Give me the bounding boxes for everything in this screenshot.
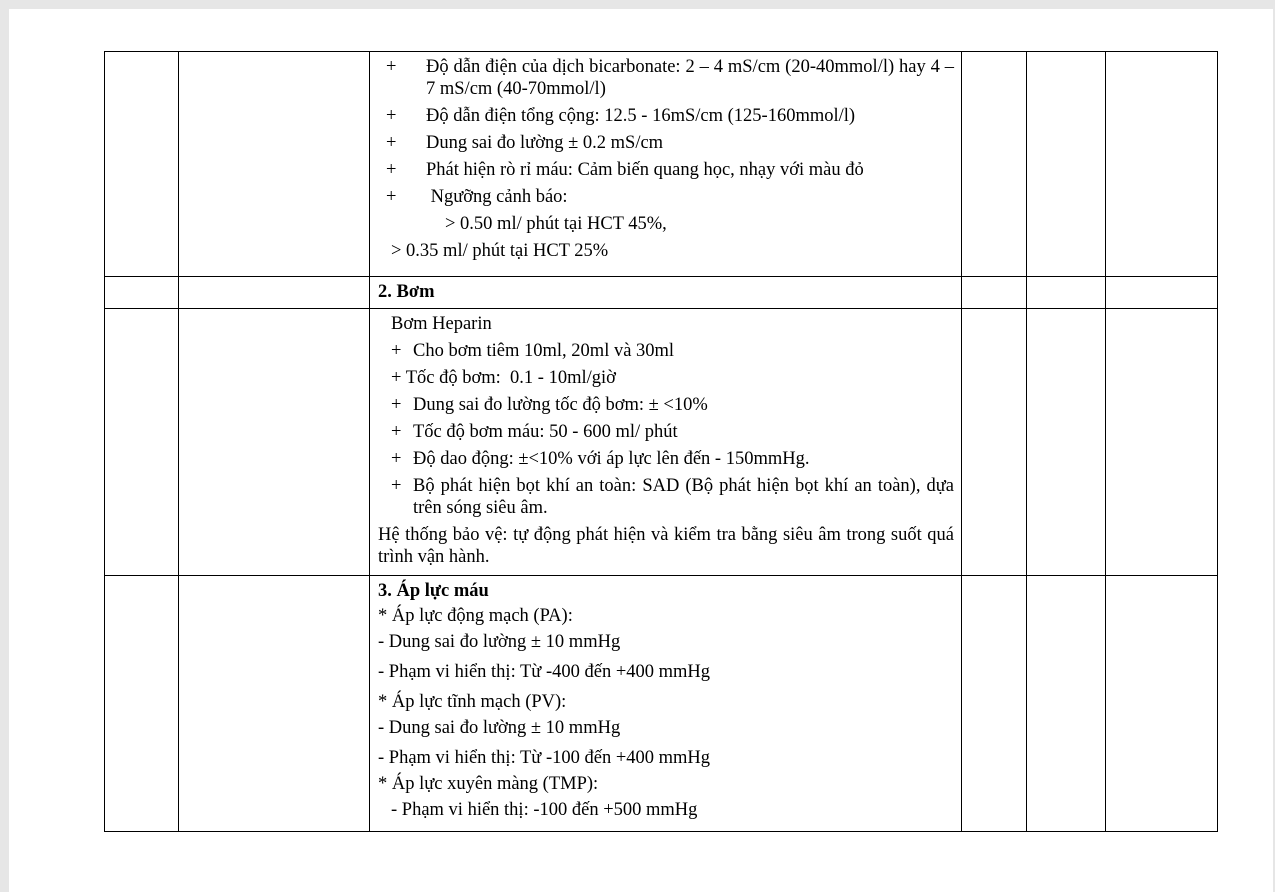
list-item [378,132,954,154]
document-page [9,9,1273,892]
list-item-text: Độ dao động: ±<10% với áp lực lên đến - 150mmHg. [413,449,810,469]
bullet-symbol: + [386,187,397,207]
list-item [378,448,954,470]
threshold-line: > 0.50 ml/ phút tại HCT 45%, [445,214,667,234]
venous-pressure-title: * Áp lực tĩnh mạch (PV): [378,692,567,712]
list-item [378,186,954,208]
table-cell [962,576,1027,832]
bullet-symbol: + [386,160,397,180]
list-item-text: Phát hiện rò rỉ máu: Cảm biến quang học, nhạy với màu đỏ [426,160,864,180]
list-item [378,159,954,181]
table-row [105,576,1218,832]
table-cell [105,309,179,576]
table-cell [1106,309,1218,576]
bullet-symbol: + [391,476,402,496]
list-item-text: Tốc độ bơm máu: 50 - 600 ml/ phút [413,422,678,442]
list-item-text: Dung sai đo lường ± 0.2 mS/cm [426,133,664,153]
table-cell [179,52,370,277]
arterial-range: - Phạm vi hiển thị: Từ -400 đến +400 mmHg [378,662,711,682]
list-item-text: Bộ phát hiện bọt khí an toàn: SAD (Bộ phát hiện bọt khí an toàn), dựa trên sóng siêu âm. [413,476,954,518]
list-item [378,394,954,416]
pump-speed: + Tốc độ bơm: 0.1 - 10ml/giờ [391,368,616,388]
table-cell [105,576,179,832]
list-item [378,475,954,519]
table-cell [962,309,1027,576]
bullet-symbol: + [391,395,402,415]
table-cell [1027,576,1106,832]
threshold-line: > 0.35 ml/ phút tại HCT 25% [391,241,609,261]
bullet-symbol: + [391,422,402,442]
bullet-symbol: + [386,57,397,77]
table-cell [962,277,1027,309]
table-cell [1106,277,1218,309]
table-cell [179,277,370,309]
tmp-range: - Phạm vi hiển thị: -100 đến +500 mmHg [391,800,698,820]
venous-tolerance: - Dung sai đo lường ± 10 mmHg [378,718,621,738]
table-cell [105,277,179,309]
list-item [378,421,954,443]
table-cell [1106,52,1218,277]
spec-cell-section-2-heading [370,277,962,309]
table-row [105,309,1218,576]
list-item [378,105,954,127]
list-item [378,340,954,362]
section-heading: 2. Bơm [378,282,435,302]
list-item-text: Cho bơm tiêm 10ml, 20ml và 30ml [413,341,675,361]
list-item-text: Ngưỡng cảnh báo: [426,187,568,207]
list-item-text: Độ dẫn điện tổng cộng: 12.5 - 16mS/cm (125-160mmol/l) [426,106,856,126]
table-cell [1027,52,1106,277]
table-cell [1106,576,1218,832]
bullet-symbol: + [391,341,402,361]
list-item [378,56,954,100]
table-cell [1027,277,1106,309]
table-row [105,52,1218,277]
table-cell [179,309,370,576]
spec-cell-section-3 [370,576,962,832]
list-item-text: Độ dẫn điện của dịch bicarbonate: 2 – 4 mS/cm (20-40mmol/l) hay 4 – 7 mS/cm (40-70mmol/l) [426,57,954,99]
table-cell [1027,309,1106,576]
specification-table [104,51,1218,832]
spec-cell-section-1 [370,52,962,277]
list-item-text: Dung sai đo lường tốc độ bơm: ± <10% [413,395,708,415]
protection-system-text: Hệ thống bảo vệ: tự động phát hiện và kiểm tra bằng siêu âm trong suốt quá trình vận hành. [378,525,954,567]
bullet-symbol: + [386,106,397,126]
table-cell [179,576,370,832]
arterial-tolerance: - Dung sai đo lường ± 10 mmHg [378,632,621,652]
tmp-pressure-title: * Áp lực xuyên màng (TMP): [378,774,599,794]
arterial-pressure-title: * Áp lực động mạch (PA): [378,606,573,626]
pump-title: Bơm Heparin [391,314,492,334]
bullet-symbol: + [386,133,397,153]
table-cell [962,52,1027,277]
bullet-symbol: + [391,449,402,469]
table-row [105,277,1218,309]
section-heading: 3. Áp lực máu [378,581,489,601]
spec-cell-section-2 [370,309,962,576]
table-cell [105,52,179,277]
venous-range: - Phạm vi hiển thị: Từ -100 đến +400 mmHg [378,748,711,768]
